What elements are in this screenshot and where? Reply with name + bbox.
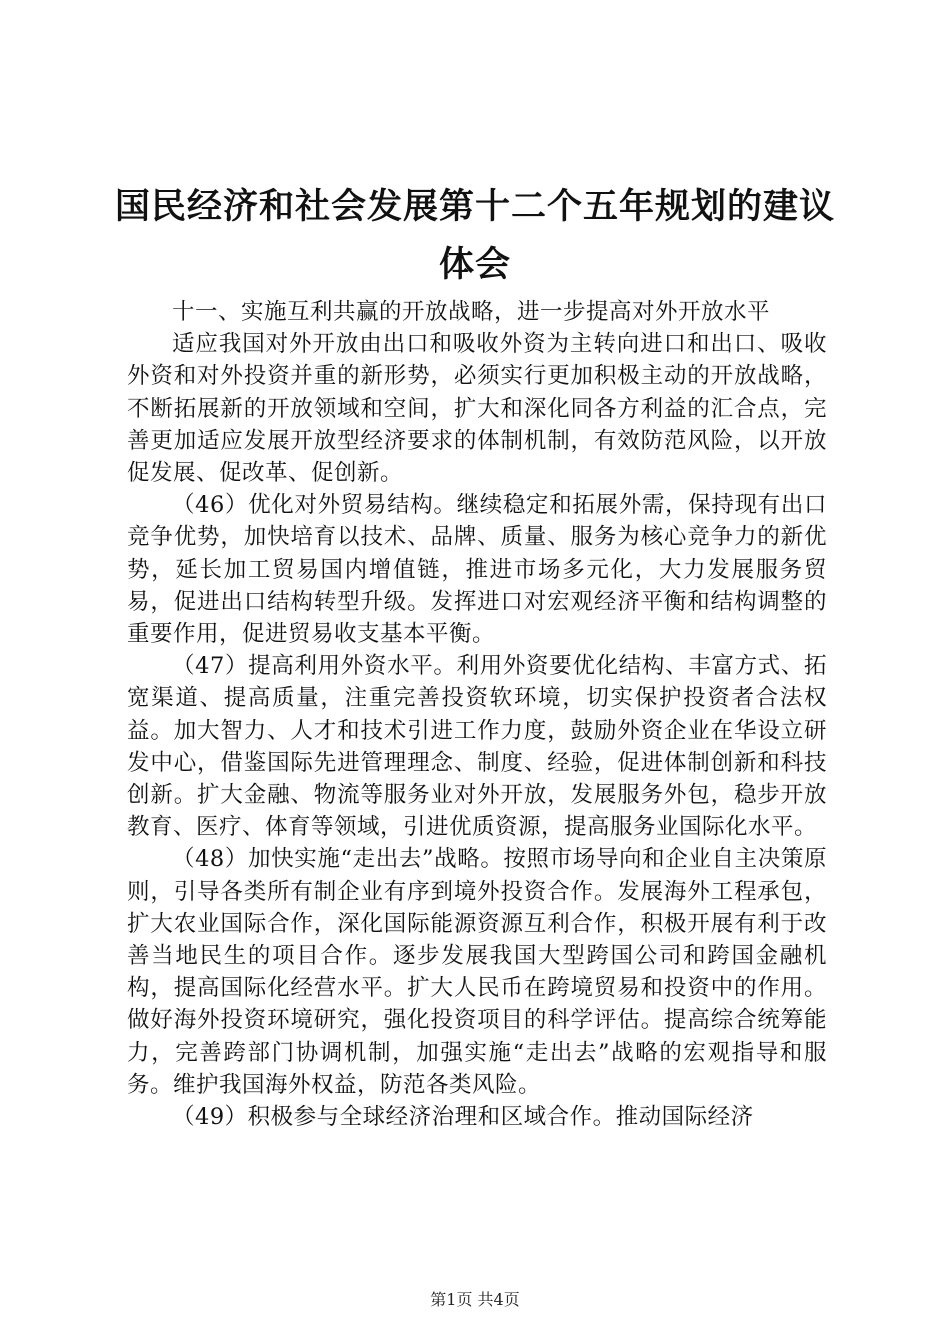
paragraph-48: （48）加快实施“走出去”战略。按照市场导向和企业自主决策原则，引导各类所有制企业有序到境外投资合作。发展海外工程承包，扩大农业国际合作，深化国际能源资源互利合作，积极开展有利于改善当地民生的项目合作。逐步发展我国大型跨国公司和跨国金融机构，提高国际化经营水平。扩大人民币在跨境贸易和投资中的作用。做好海外投资环境研究，强化投资项目的科学评估。提高综合统筹能力，完善跨部门协调机制，加强实施“走出去”战略的宏观指导和服务。维护我国海外权益，防范各类风险。 — [127, 846, 827, 1098]
paragraph-intro: 适应我国对外开放由出口和吸收外资为主转向进口和出口、吸收外资和对外投资并重的新形势，必须实行更加积极主动的开放战略，不断拓展新的开放领域和空间，扩大和深化同各方利益的汇合点，完善更加适应发展开放型经济要求的体制机制，有效防范风险，以开放促发展、促改革、促创新。 — [127, 331, 827, 487]
document-body — [127, 296, 827, 1133]
paragraph-49: （49）积极参与全球经济治理和区域合作。推动国际经济 — [172, 1104, 754, 1131]
section-heading: 十一、实施互利共赢的开放战略，进一步提高对外开放水平 — [172, 299, 771, 325]
document-title: 国民经济和社会发展第十二个五年规划的建议体会 — [114, 187, 835, 285]
paragraph-47: （47）提高利用外资水平。利用外资要优化结构、丰富方式、拓宽渠道、提高质量，注重完善投资软环境，切实保护投资者合法权益。加大智力、人才和技术引进工作力度，鼓励外资企业在华设立研发中心，借鉴国际先进管理理念、制度、经验，促进体制创新和科技创新。扩大金融、物流等服务业对外开放，发展服务外包，稳步开放教育、医疗、体育等领域，引进优质资源，提高服务业国际化水平。 — [127, 653, 827, 841]
page-footer: 第1页 共4页 — [430, 1290, 520, 1309]
paragraph-46: （46）优化对外贸易结构。继续稳定和拓展外需，保持现有出口竞争优势，加快培育以技术、品牌、质量、服务为核心竞争力的新优势，延长加工贸易国内增值链，推进市场多元化，大力发展服务贸易，促进出口结构转型升级。发挥进口对宏观经济平衡和结构调整的重要作用，促进贸易收支基本平衡。 — [127, 492, 827, 648]
